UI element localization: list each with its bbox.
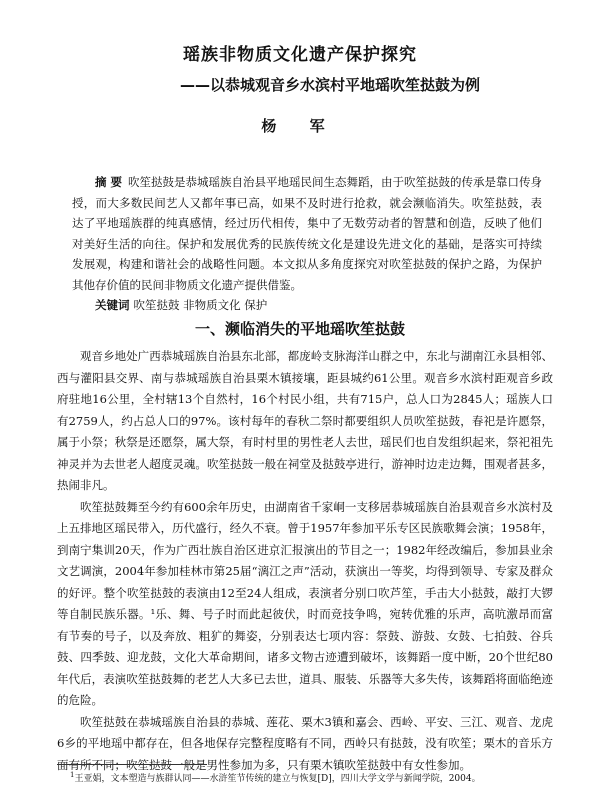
keywords-label: 关键词 [95, 298, 130, 312]
abstract [72, 172, 542, 295]
paragraph: 观音乡地处广西恭城瑶族自治县东北部，都庞岭支脉海洋山群之中，东北与湖南江永县相邻、西与灌阳县交界、南与恭城瑶族自治县栗木镇接壤，距县城约61公里。观音乡水滨村距观音乡政府驻地16公里，全村辖13个自然村，16个村民小组，共有715户，总人口为2845人；瑶族人口有2759人，约占总人口的97%。该村每年的春秋二祭时都要组织人员吹笙挞鼓，春祀是许愿祭，属于小祭；秋祭是还愿祭，属大祭，有时村里的男性老人去世，瑶民们也自发组织起来，祭祀祖先神灵并为去世老人超度灵魂。吹笙挞鼓一般在祠堂及挞鼓亭进行，游神时边走边舞，围观者甚多，热闹非凡。 [57, 349, 553, 492]
abstract-text: 吹笙挞鼓是恭城瑶族自治县平地瑶民间生态舞蹈，由于吹笙挞鼓的传承是靠口传身授，而大多数民间艺人又都年事已高，如果不及时进行抢救，就会濒临消失。吹笙挞鼓，表达了平地瑶族群的纯真感情，经过历代相传，集中了无数劳动者的智慧和创造，反映了他们对美好生活的向往。保护和发展优秀的民族传统文化是建设先进文化的基础，是落实可持续发展观，构建和谐社会的战略性问题。本文拟从多角度探究对吹笙挞鼓的保护之路，为保护其他存价值的民间非物质文化遗产提供借鉴。 [72, 175, 543, 292]
body-text [57, 346, 553, 776]
abstract-label: 摘 要 [95, 175, 123, 189]
paragraph: 吹笙挞鼓在恭城瑶族自治县的恭城、莲花、栗木3镇和嘉会、西岭、平安、三江、观音、龙虎6乡的平地瑶中都存在，但各地保存完整程度略有不同，西岭只有挞鼓，没有吹笙；栗木的音乐方面有所不同；吹笙挞鼓一般是男性参加为多，只有栗木镇吹笙挞鼓中有女性参加。 [57, 714, 553, 772]
keywords [72, 296, 542, 314]
author-name: 杨 军 [261, 117, 339, 135]
footnote-marker: 1 [70, 771, 75, 779]
footnote-text: 王亚娟，文本塑造与族群认同——水浒笙节传统的建立与恢复[D]，四川大学文学与新闻学院，2004。 [74, 774, 481, 784]
paper-subtitle: ——以恭城观音乡水滨村平地瑶吹笙挞鼓为例 [179, 76, 480, 94]
paper-title: 瑶族非物质文化遗产保护探究 [183, 45, 417, 65]
keywords-text: 吹笙挞鼓 非物质文化 保护 [133, 298, 268, 312]
footnote [70, 769, 550, 786]
footnote-divider [57, 764, 207, 765]
section-heading: 一、濒临消失的平地瑶吹笙挞鼓 [194, 320, 405, 338]
paragraph: 吹笙挞鼓舞至今约有600余年历史，由湖南省千家峒一支移居恭城瑶族自治县观音乡水滨村及上五排地区瑶民带入，历代盛行，经久不衰。曾于1957年参加平乐专区民族歌舞会演；1958年，到南宁集训20天，作为广西壮族自治区进京汇报演出的节目之一；1982年经改编后，参加县业余文艺调演，2004年参加桂林市第25届“漓江之声”活动，获演出一等奖，均得到领导、专家及群众的好评。整个吹笙挞鼓的表演由12至24人组成，表演者分别口吹芦笙，手击大小挞鼓，敲打大锣等自制民族乐器。¹乐、舞、号子时而此起彼伏，时而竞技争鸣，宛转优雅的乐声，高吭激昂而富有节奏的号子，以及奔放、粗犷的舞姿，分别表达七项内容：祭鼓、游鼓、女鼓、七拍鼓、谷兵鼓、四季鼓、迎龙鼓，文化大革命期间，诸多文物古迹遭到破坏，该舞蹈一度中断，20个世纪80年代后，表演吹笙挞鼓舞的老艺人大多已去世，道具、服装、乐器等大多失传，该舞蹈将面临绝迹的危险。 [57, 499, 553, 707]
